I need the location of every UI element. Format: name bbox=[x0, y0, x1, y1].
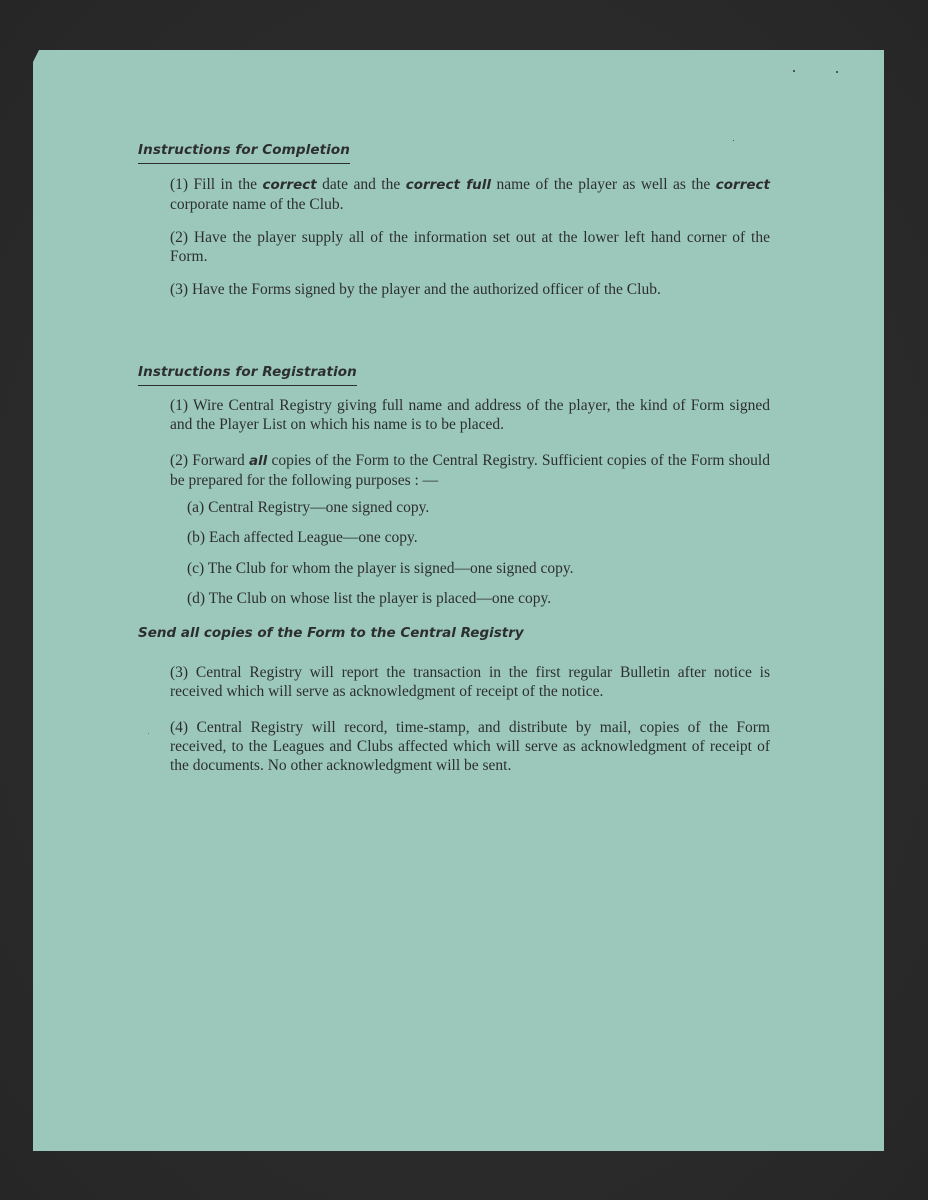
registration-heading: Instructions for Registration bbox=[138, 363, 357, 386]
completion-item-1 bbox=[170, 175, 770, 214]
completion-item-1-text-b: date and the bbox=[316, 176, 406, 193]
registration-item-2 bbox=[170, 451, 770, 490]
send-all-copies-notice: Send all copies of the Form to the Central Registry bbox=[138, 625, 524, 641]
registration-item-3: (3) Central Registry will report the transaction in the first regular Bulletin after notice is received which will serve as acknowledgment of receipt of the notice. bbox=[170, 664, 770, 700]
registration-item-2-emph-all: all bbox=[248, 453, 268, 469]
completion-item-1-text-a: (1) Fill in the bbox=[170, 176, 263, 193]
registration-sub-item-c: (c) The Club for whom the player is signed—one signed copy. bbox=[187, 560, 574, 577]
completion-item-3: (3) Have the Forms signed by the player and the authorized officer of the Club. bbox=[170, 281, 661, 298]
registration-item-1: (1) Wire Central Registry giving full name and address of the player, the kind of Form signed and the Player List on which his name is to be placed. bbox=[170, 397, 770, 433]
registration-item-4: (4) Central Registry will record, time-stamp, and distribute by mail, copies of the Form received, to the Leagues and Clubs affected which will serve as acknowledgment of receipt of the documents. No other acknowledgment will be sent. bbox=[170, 719, 770, 774]
registration-sub-item-a: (a) Central Registry—one signed copy. bbox=[187, 499, 430, 516]
completion-item-1-text-d: corporate name of the Club. bbox=[170, 196, 344, 213]
completion-item-1-text-c: name of the player as well as the bbox=[490, 176, 716, 193]
registration-sub-item-d: (d) The Club on whose list the player is placed—one copy. bbox=[187, 590, 552, 607]
completion-item-2: (2) Have the player supply all of the information set out at the lower left hand corner of the Form. bbox=[170, 229, 770, 265]
registration-item-2-text-a: (2) Forward bbox=[170, 452, 249, 469]
completion-item-1-emph-correct: correct bbox=[262, 177, 317, 193]
completion-item-1-emph-correct-full: correct full bbox=[405, 177, 491, 193]
registration-sub-item-b: (b) Each affected League—one copy. bbox=[187, 529, 418, 546]
completion-heading: Instructions for Completion bbox=[138, 141, 350, 164]
completion-item-1-emph-correct-2: correct bbox=[715, 177, 770, 193]
registration-item-2-text-b: copies of the Form to the Central Registry. Sufficient copies of the Form should be prepared for the following purposes : — bbox=[170, 452, 770, 489]
